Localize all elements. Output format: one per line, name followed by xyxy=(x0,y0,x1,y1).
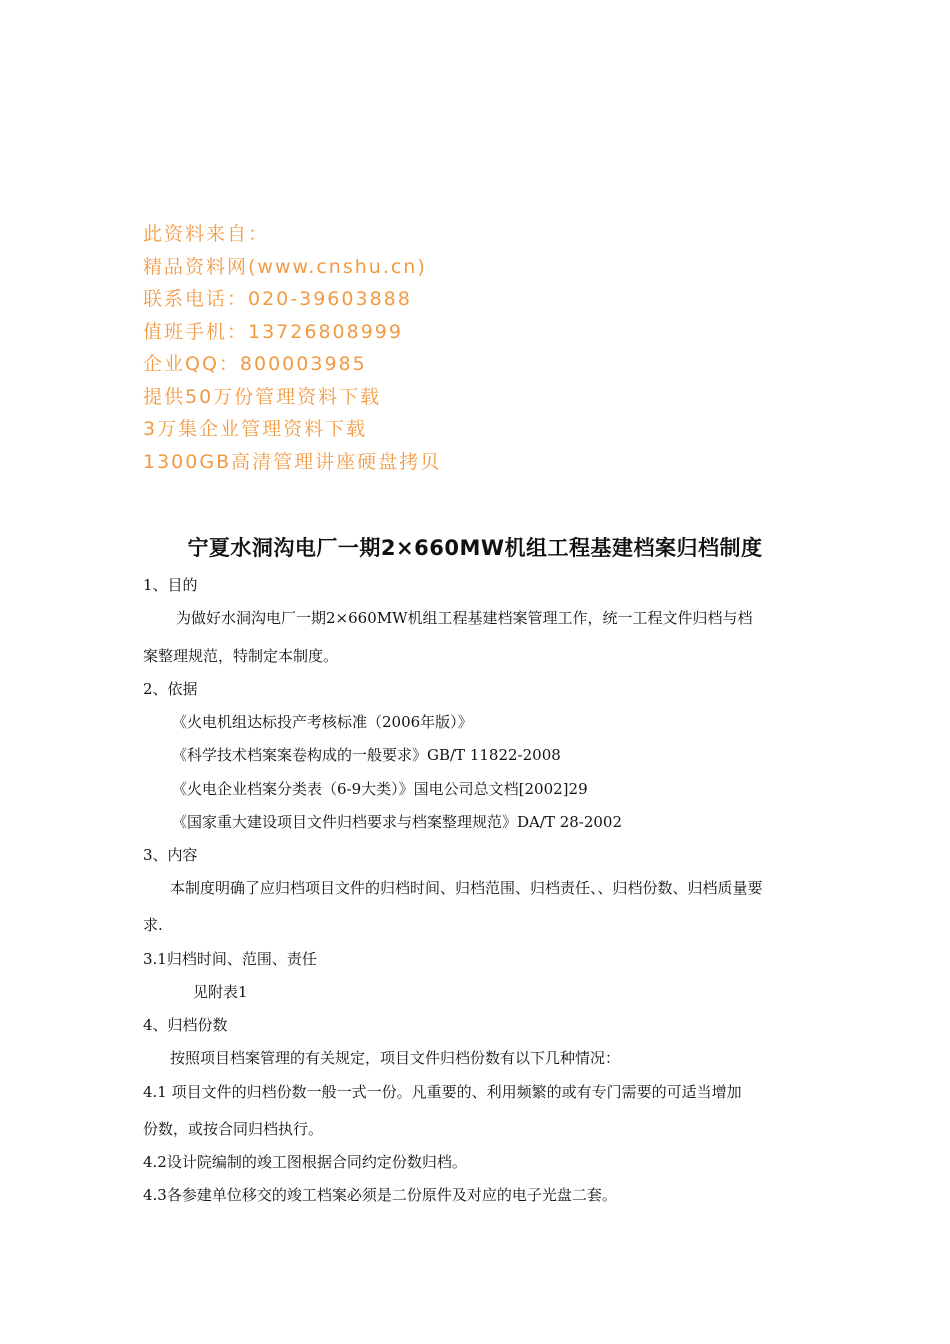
section-4-intro: 按照项目档案管理的有关规定，项目文件归档份数有以下几种情况： xyxy=(170,1049,621,1067)
ad-line-mobile: 值班手机：13726808999 xyxy=(143,320,403,343)
section-3-1-text: 见附表1 xyxy=(193,983,248,1001)
basis-item: 《火电企业档案分类表（6-9大类）》国电公司总文档[2002]29 xyxy=(172,780,588,798)
ad-line-qq: 企业QQ：800003985 xyxy=(143,353,367,375)
source-ad-block xyxy=(143,218,441,478)
section-2-heading: 2、依据 xyxy=(143,680,198,698)
section-1-text-line-2: 案整理规范，特制定本制度。 xyxy=(143,647,339,665)
basis-item: 《科学技术档案案卷构成的一般要求》GB/T 11822-2008 xyxy=(172,746,561,764)
ad-line-phone: 联系电话：020-39603888 xyxy=(143,288,412,310)
section-4-1-line-1: 4.1 项目文件的归档份数一般一式一份。凡重要的、利用频繁的或有专门需要的可适当增加 xyxy=(143,1083,742,1101)
section-1-text-line-1: 为做好水洞沟电厂一期2×660MW机组工程基建档案管理工作，统一工程文件归档与档 xyxy=(176,609,753,627)
section-4-2: 4.2设计院编制的竣工图根据合同约定份数归档。 xyxy=(143,1153,467,1171)
section-3-heading: 3、内容 xyxy=(143,846,198,864)
basis-item: 《国家重大建设项目文件归档要求与档案整理规范》DA/T 28-2002 xyxy=(172,813,623,831)
section-4-3: 4.3各参建单位移交的竣工档案必须是二份原件及对应的电子光盘二套。 xyxy=(143,1186,617,1204)
ad-line-website: 精品资料网(www.cnshu.cn) xyxy=(143,255,427,278)
section-1-heading: 1、目的 xyxy=(143,576,198,594)
section-3-text-line-1: 本制度明确了应归档项目文件的归档时间、归档范围、归档责任、、归档份数、归档质量要 xyxy=(170,879,763,897)
ad-line-offer-2: 3万集企业管理资料下载 xyxy=(143,418,368,440)
section-4-heading: 4、归档份数 xyxy=(143,1016,228,1034)
section-4-1-line-2: 份数，或按合同归档执行。 xyxy=(143,1120,324,1138)
document-title: 宁夏水洞沟电厂一期2×660MW机组工程基建档案归档制度 xyxy=(187,536,763,560)
basis-item: 《火电机组达标投产考核标准（2006年版）》 xyxy=(172,713,473,731)
ad-line-offer-3: 1300GB高清管理讲座硬盘拷贝 xyxy=(143,450,442,473)
ad-line-offer-1: 提供50万份管理资料下载 xyxy=(143,385,382,408)
ad-line-source: 此资料来自： xyxy=(143,223,270,245)
section-3-text-line-2: 求. xyxy=(143,916,163,934)
section-3-1-heading: 3.1归档时间、范围、责任 xyxy=(143,950,317,968)
